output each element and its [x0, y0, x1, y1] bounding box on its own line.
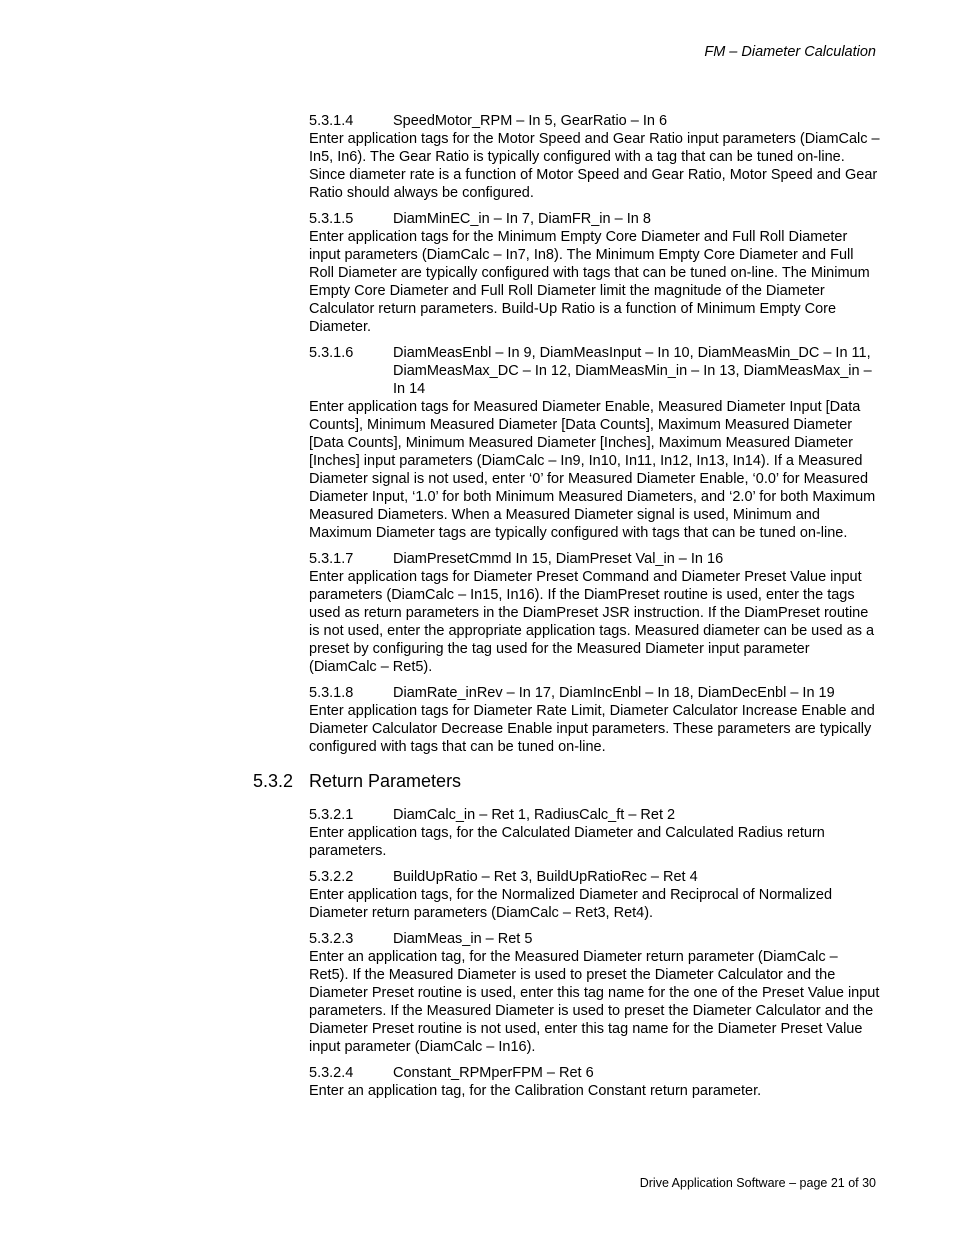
section-paragraph: Enter an application tag, for the Measured Diameter return parameter (DiamCalc – Ret5). If the Measured Diameter is used to preset the Diameter Calculator and the Diameter Preset routine is used, enter this tag name for the one of the Preset Value input parameters. If the Measured Diameter is used to preset the Diameter Calculator and the Diameter Preset routine is not used, enter this tag name for the Diameter Preset Value input parameter (DiamCalc – In16).	[309, 949, 880, 1055]
section-title: DiamPresetCmmd In 15, DiamPreset Val_in – In 16	[393, 551, 724, 567]
section-5-3-1-8	[309, 684, 881, 756]
section-number: 5.3.2.4	[309, 1065, 354, 1081]
section-number: 5.3.1.8	[309, 685, 354, 701]
section-5-3-2-4	[309, 1064, 881, 1100]
section-title: DiamCalc_in – Ret 1, RadiusCalc_ft – Ret 2	[393, 807, 676, 823]
section-number: 5.3.2.3	[309, 931, 354, 947]
section-5-3-2-3	[309, 930, 881, 1056]
section-heading	[309, 112, 881, 130]
heading-number: 5.3.2	[253, 771, 294, 791]
section-paragraph: Enter application tags for Measured Diameter Enable, Measured Diameter Input [Data Counts], Minimum Measured Diameter [Data Counts], Maximum Measured Diameter [Data Counts], Minimum Measured Diameter [Inches], Maximum Measured Diameter [Inches] input parameters (DiamCalc – In9, In10, In11, In12, In13, In14). If a Measured Diameter signal is not used, enter ‘0’ for Measured Diameter Enable, ‘0.0’ for Measured Diameter Input, ‘1.0’ for both Minimum Measured Diameters, and ‘2.0’ for both Maximum Measured Diameters. When a Measured Diameter signal is used, Minimum and Maximum Diameter tags are typically configured with tags that can be tuned on-line.	[309, 399, 876, 541]
section-heading	[309, 806, 881, 824]
section-paragraph: Enter application tags, for the Normalized Diameter and Reciprocal of Normalized Diameter return parameters (DiamCalc – Ret3, Ret4).	[309, 887, 833, 921]
section-heading	[309, 684, 881, 702]
section-number: 5.3.2.2	[309, 869, 354, 885]
section-title: DiamMinEC_in – In 7, DiamFR_in – In 8	[393, 211, 651, 227]
section-5-3-1-6	[309, 344, 881, 542]
section-heading	[309, 868, 881, 886]
section-title: SpeedMotor_RPM – In 5, GearRatio – In 6	[393, 113, 668, 129]
section-5-3-2-1	[309, 806, 881, 860]
section-5-3-1-7	[309, 550, 881, 676]
heading-title: Return Parameters	[309, 771, 462, 791]
section-5-3-1-5	[309, 210, 881, 336]
section-paragraph: Enter an application tag, for the Calibration Constant return parameter.	[309, 1083, 762, 1099]
section-title: BuildUpRatio – Ret 3, BuildUpRatioRec – Ret 4	[393, 869, 698, 885]
section-paragraph: Enter application tags for the Motor Speed and Gear Ratio input parameters (DiamCalc – In5, In6). The Gear Ratio is typically configured with a tag that can be tuned on-line. Since diameter rate is a function of Motor Speed and Gear Ratio, Motor Speed and Gear Ratio should always be configured.	[309, 131, 880, 201]
document-body	[253, 112, 881, 1108]
section-paragraph: Enter application tags for the Minimum Empty Core Diameter and Full Roll Diameter input parameters (DiamCalc – In7, In8). The Minimum Empty Core Diameter and Full Roll Diameter are typically configured with tags that can be tuned on-line. The Minimum Empty Core Diameter and Full Roll Diameter limit the magnitude of the Diameter Calculator return parameters. Build-Up Ratio is a function of Minimum Empty Core Diameter.	[309, 229, 870, 335]
section-number: 5.3.2.1	[309, 807, 354, 823]
section-paragraph: Enter application tags, for the Calculated Diameter and Calculated Radius return parameters.	[309, 825, 825, 859]
section-paragraph: Enter application tags for Diameter Rate Limit, Diameter Calculator Increase Enable and Diameter Calculator Decrease Enable input parameters. These parameters are typically configured with tags that can be tuned on-line.	[309, 703, 875, 755]
section-heading	[309, 930, 881, 948]
section-heading	[309, 1064, 881, 1082]
section-title: DiamMeasEnbl – In 9, DiamMeasInput – In 10, DiamMeasMin_DC – In 11, DiamMeasMax_DC – In 12, DiamMeasMin_in – In 13, DiamMeasMax_in – In 14	[393, 345, 872, 397]
section-heading	[309, 550, 881, 568]
section-number: 5.3.1.6	[309, 345, 354, 361]
section-paragraph: Enter application tags for Diameter Preset Command and Diameter Preset Value input parameters (DiamCalc – In15, In16). If the DiamPreset routine is used, enter the tags used as return parameters in the DiamPreset JSR instruction. If the DiamPreset routine is not used, enter the appropriate application tags. Measured diameter can be used as a preset by configuring the tag used for the Measured Diameter input parameter (DiamCalc – Ret5).	[309, 569, 875, 675]
page-header: FM – Diameter Calculation	[704, 44, 876, 60]
heading-return-parameters	[253, 770, 881, 792]
section-number: 5.3.1.5	[309, 211, 354, 227]
section-title: Constant_RPMperFPM – Ret 6	[393, 1065, 594, 1081]
section-heading	[309, 344, 881, 398]
section-title: DiamRate_inRev – In 17, DiamIncEnbl – In 18, DiamDecEnbl – In 19	[393, 685, 835, 701]
section-title: DiamMeas_in – Ret 5	[393, 931, 533, 947]
section-number: 5.3.1.4	[309, 113, 354, 129]
section-heading	[309, 210, 881, 228]
page-footer: Drive Application Software – page 21 of 30	[639, 1176, 876, 1190]
section-number: 5.3.1.7	[309, 551, 354, 567]
section-5-3-2-2	[309, 868, 881, 922]
section-5-3-1-4	[309, 112, 881, 202]
